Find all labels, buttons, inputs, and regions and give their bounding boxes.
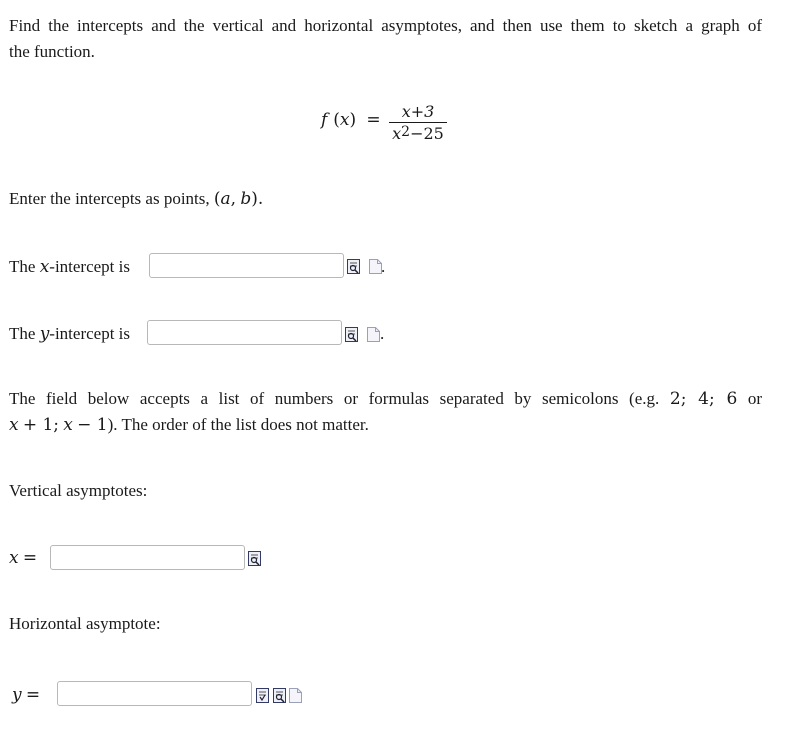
vertical-asymptotes-input[interactable] [50,545,245,570]
x-intercept-period: . [381,257,386,276]
help-doc-icon[interactable] [367,327,380,342]
y-intercept-input[interactable] [147,320,342,345]
list-note [9,386,762,438]
y-intercept-period: . [380,324,385,343]
instructions-line1: Find the intercepts and the vertical and horizontal asymptotes, and then use them to sketch a graph of [9,16,762,35]
denominator: $x^2-25$ [392,124,444,143]
horizontal-equation-label: y = [12,685,41,705]
help-doc-icon[interactable] [289,688,302,703]
function-equals: = [366,110,381,130]
equation-editor-icon[interactable] [256,688,269,703]
instructions-line2: the function. [9,42,95,61]
preview-icon[interactable] [248,551,261,566]
x-intercept-label: The x-intercept is [9,257,130,277]
intercept-note: Enter the intercepts as points, (a, b). [9,189,264,209]
function-var: x [339,110,350,130]
list-note-line2: x + 1; x − 1). The order of the list does not matter. [9,415,369,435]
list-note-line1: The field below accepts a list of numbers or formulas separated by semicolons (e.g. 2; 4; 6 or [9,389,763,409]
y-intercept-label: The y-intercept is [9,324,131,344]
function-fraction [388,102,448,146]
function-name: f [321,110,328,130]
numerator: x+3 [401,102,435,121]
x-intercept-input[interactable] [149,253,344,278]
preview-icon[interactable] [345,327,358,342]
vertical-equation-label: x = [9,548,38,568]
horizontal-asymptote-input[interactable] [57,681,252,706]
preview-icon[interactable] [273,688,286,703]
horizontal-asymptote-label: Horizontal asymptote: [9,614,161,633]
function-lhs: f (x) = [321,110,381,130]
vertical-asymptotes-label: Vertical asymptotes: [9,481,148,500]
preview-icon[interactable] [347,259,360,274]
instructions [9,13,762,65]
